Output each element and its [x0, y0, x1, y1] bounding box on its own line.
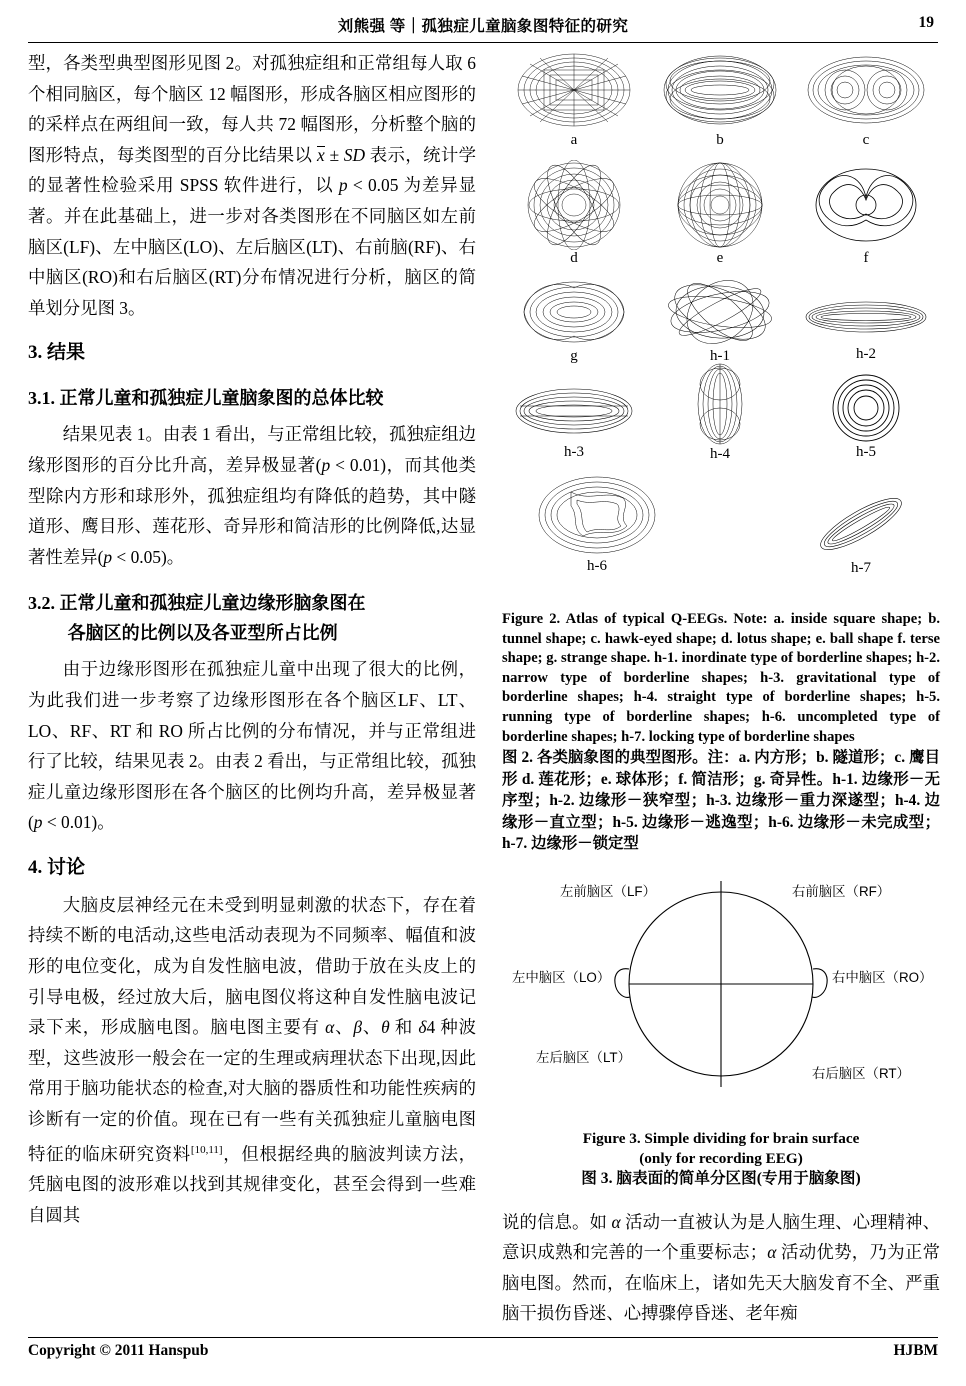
figure-2-panel-f	[798, 160, 934, 267]
figure-2-panel-c	[798, 48, 934, 149]
figure-3-brain-diagram	[502, 869, 940, 1127]
section-heading-discussion: 4. 讨论	[28, 856, 86, 878]
running-head	[28, 12, 938, 43]
figure-2-panel-h1	[652, 276, 788, 365]
paragraph-discussion: 大脑皮层神经元在未受到明显刺激的状态下，存在着持续不断的电活动,这些电活动表现为不同频率、幅值和波形的电位变化，成为自发性脑电波，借助于放在头皮上的引导电极，经过放大后，脑电图仪将这种自发性脑电波记录下来，形成脑电图。脑电图主要有 α、β、θ 和 δ4 种波型，这些波形一般会在一定的生理或病理状态下出现,因此常用于脑功能状态的检查,对大脑的器质性和功能性疾病的诊断有一定的价值。现在已有一些有关孤独症儿童脑电图特征的临床研究资料[10,11]，但根据经典的脑波判读方法，凭脑电图的波形难以找到其规律变化，甚至会得到一些难自圆其	[28, 894, 476, 1225]
figure-2-label-b: b	[716, 132, 724, 148]
subsection-heading-3-2-line2: 各脑区的比例以及各亚型所占比例	[67, 623, 338, 644]
figure-2-panel-h4	[652, 362, 788, 463]
figure-2-panel-a	[506, 48, 642, 149]
figure-2-label-c: c	[862, 132, 870, 148]
subsection-heading-3-2	[28, 588, 476, 648]
subsection-heading-3-1: 3.1. 正常儿童和孤独症儿童脑象图的总体比较	[28, 388, 384, 409]
figure-3-label-lf: 左前脑区（LF）	[560, 883, 656, 899]
figure-2-panel-h2	[798, 288, 934, 363]
figure-2-panel-e	[652, 160, 788, 267]
figure-3-label-lt: 左后脑区（LT）	[536, 1049, 631, 1065]
figure-2-panel-h5	[798, 372, 934, 461]
figure-2-label-a: a	[570, 132, 578, 148]
figure-2-label-d: d	[570, 250, 578, 266]
figure-3-caption-en-line2: (only for recording EEG)	[639, 1149, 803, 1167]
subsection-heading-3-2-line1: 3.2. 正常儿童和孤独症儿童边缘形脑象图在	[28, 593, 366, 614]
figure-2-panel-b	[652, 48, 788, 149]
figure-2-label-f: f	[863, 250, 869, 266]
figure-3-label-lo: 左中脑区（LO）	[512, 969, 611, 985]
figure-2-label-e: e	[716, 250, 724, 266]
page-number: 19	[918, 14, 934, 31]
figure-2-label-h6: h-6	[587, 558, 607, 574]
paragraph-results-overall: 结果见表 1。由表 1 看出，与正常组比较，孤独症组边缘形图形的百分比升高，差异极显著(p < 0.01)，而其他类型除内方形和球形外，孤独症组均有降低的趋势，其中隧道形、鹰目形、莲花形、奇异形和简洁形的比例降低,达显著性差异(p < 0.05)。	[28, 424, 476, 567]
figure-3-caption	[502, 1129, 940, 1189]
figure-2-label-g: g	[570, 348, 578, 364]
running-head-title: 刘熊强 等｜孤独症儿童脑象图特征的研究	[337, 18, 629, 35]
figure-2-label-h5: h-5	[856, 444, 876, 460]
journal-abbreviation: HJBM	[893, 1342, 938, 1359]
figure-2-panel-h6	[522, 472, 672, 575]
figure-2-panel-g	[506, 276, 642, 365]
figure-3-label-ro: 右中脑区（RO）	[832, 969, 933, 985]
figure-2-label-h1: h-1	[710, 348, 730, 364]
figure-3-caption-en-line1: Figure 3. Simple dividing for brain surface	[582, 1129, 860, 1147]
figure-2-caption-cn: 图 2. 各类脑象图的典型图形。注：a. 内方形；b. 隧道形；c. 鹰目形 d. 莲花形；e. 球体形；f. 简洁形；g. 奇异性。h-1. 边缘形－无序型；h-2. 边缘形－狭窄型；h-3. 边缘形－重力深遂型；h-4. 边缘形－直立型；h-5. 边缘形－逃逸型；h-6. 边缘形－未完成型；h-7. 边缘形－锁定型	[502, 749, 940, 853]
figure-2-caption-en: Figure 2. Atlas of typical Q-EEGs. Note: a. inside square shape; b. tunnel shape; c. hawk-eyed shape; d. lotus shape; e. ball shape f. terse shape; g. strange shape. h-1. inordinate type of borderline shapes; h-2. narrow type of borderline shapes; h-3. gravitational type of borderline shapes; h-4. straight type of borderline shapes; h-5. running type of borderline shapes; h-6. uncompleted type of borderline shapes; h-7. locking type of borderline shapes	[502, 611, 940, 745]
figure-2-panel-h3	[506, 378, 642, 461]
figure-3-label-rf: 右前脑区（RF）	[792, 883, 891, 899]
left-column	[28, 48, 476, 1230]
paragraph-results-regions: 由于边缘形图形在孤独症儿童中出现了很大的比例，为此我们进一步考察了边缘形图形在各个脑区LF、LT、LO、RF、RT 和 RO 所占比例的分布情况，并与正常组进行了比较，结果见表 2。由表 2 看出，与正常组比较，孤独症儿童边缘形图形在各个脑区的比例均升高，差异极显著(p < 0.01)。	[28, 659, 476, 833]
page-footer	[28, 1337, 938, 1368]
figure-2-atlas	[502, 48, 940, 604]
paragraph-discussion-continued: 说的信息。如 α 活动一直被认为是人脑生理、心理精神、意识成熟和完善的一个重要标志；α 活动优势，乃为正常脑电图。然而，在临床上，诸如先天大脑发育不全、严重脑干损伤昏迷、心搏骤停昏迷、老年痴	[502, 1211, 940, 1324]
section-heading-results: 3. 结果	[28, 342, 86, 364]
figure-2-label-h7: h-7	[851, 560, 871, 576]
figure-3-label-rt: 右后脑区（RT）	[812, 1065, 910, 1081]
figure-2-panel-d	[506, 160, 642, 267]
right-column	[502, 48, 940, 1329]
figure-3-caption-cn: 图 3. 脑表面的简单分区图(专用于脑象图)	[581, 1169, 861, 1187]
paragraph-methods: 型，各类型典型图形见图 2。对孤独症组和正常组每人取 6 个相同脑区，每个脑区 12 幅图形，形成各脑区相应图形的的采样点在两组间一致，每人共 72 幅图形，分析整个脑的图形特点，每类图型的百分比结果以 x ± SD 表示，统计学的显著性检验采用 SPSS 软件进行，以 p < 0.05 为差异显著。并在此基础上，进一步对各类图形在不同脑区如左前脑区(LF)、左中脑区(LO)、左后脑区(LT)、右前脑(RF)、右中脑区(RO)和右后脑区(RT)分布情况进行分析，脑区的简单划分见图 3。	[28, 53, 476, 318]
figure-2-panel-h7	[788, 488, 934, 577]
copyright-text: Copyright © 2011 Hanspub	[28, 1342, 209, 1359]
figure-2-label-h4: h-4	[710, 446, 730, 462]
figure-2-label-h3: h-3	[564, 444, 584, 460]
figure-2-label-h2: h-2	[856, 346, 876, 362]
